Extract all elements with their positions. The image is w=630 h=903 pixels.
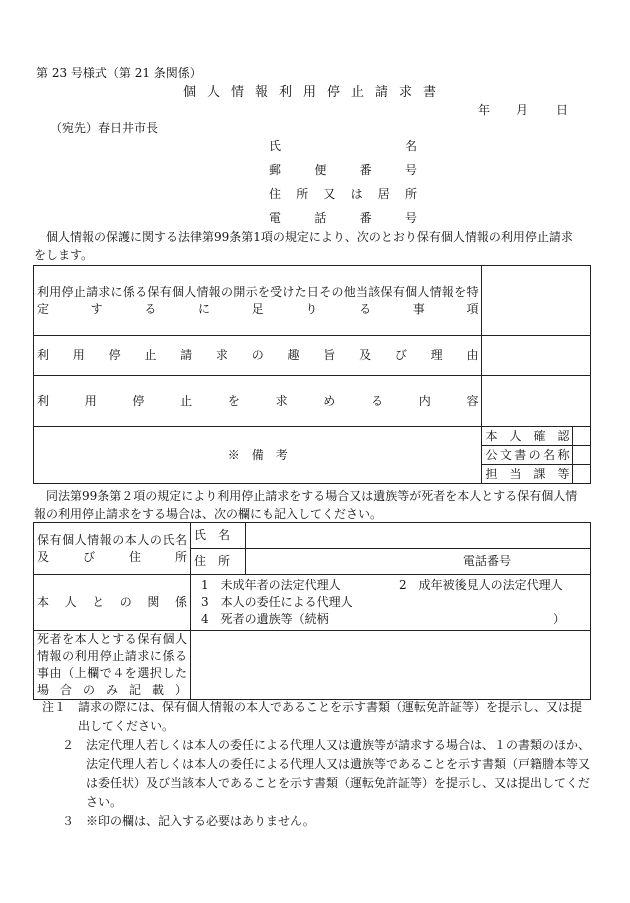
- remark-document-label-cell: [482, 446, 573, 465]
- date-month-label: 月: [516, 103, 529, 117]
- requester-postal-label: 郵 便 番 号: [269, 163, 417, 177]
- principal-address-label-cell: [191, 549, 246, 575]
- date-year-label: 年: [478, 103, 491, 117]
- form-number: 第 23 号様式（第 21 条関係）: [36, 66, 202, 80]
- note-3-text: ※印の欄は、記入する必要はありません。: [86, 814, 315, 828]
- requester-name-label: 氏 名: [269, 139, 417, 153]
- note-3-label: ３: [62, 814, 75, 828]
- relation-label: 本人との関係: [37, 595, 187, 609]
- principal-name-label: 氏 名: [194, 528, 231, 542]
- reason-label-cell: [34, 631, 191, 700]
- relation-label-cell: [34, 575, 191, 631]
- row1-label-cell: [34, 266, 482, 336]
- person-label-cell: [34, 523, 191, 575]
- remarks-label-cell: [34, 427, 482, 484]
- request-table: [33, 265, 591, 484]
- phone-label: 電話番号: [463, 554, 512, 568]
- reason-label: 死者を本人とする保有個人情報の利用停止請求に係る事由（上欄で４を選択した場合のみ記載）: [37, 632, 187, 697]
- relation-option-1[interactable]: 1 未成年者の法定代理人: [201, 578, 341, 592]
- relation-options[interactable]: [191, 575, 591, 631]
- row2-label: 利用停止請求の趣旨及び理由: [37, 348, 479, 362]
- row1-input[interactable]: [482, 266, 591, 336]
- note-1-text: 請求の際には、保有個人情報の本人であることを示す書類（運転免許証等）を提示し、又は提出してください。: [78, 700, 583, 733]
- relation-option-2[interactable]: 2 成年被後見人の法定代理人: [399, 578, 563, 592]
- row3-input[interactable]: [482, 376, 591, 427]
- note-1-label: 注１: [42, 700, 67, 714]
- note-2-text: 法定代理人若しくは本人の委任による代理人又は遺族等が請求する場合は、１の書類のほか、法定代理人若しくは本人の委任による代理人又は遺族等であることを示す書類（戸籍謄本等又は委任状）及び当該本人であることを示す書類（運転免許証等）を提示し、又は提出してください。: [86, 738, 591, 809]
- row2-input[interactable]: [482, 336, 591, 376]
- note-3: [34, 812, 590, 831]
- relation-option-4-close: ）: [553, 612, 566, 626]
- row2-label-cell: [34, 336, 482, 376]
- person-label: 保有個人情報の本人の氏名及び住所: [37, 532, 187, 564]
- principal-name-label-cell: [191, 523, 246, 549]
- row1-label: 利用停止請求に係る保有個人情報の開示を受けた日その他当該保有個人情報を特定するに足りる事項: [37, 284, 479, 316]
- remark-section-label: 担当課等: [485, 466, 570, 481]
- remark-section-input[interactable]: [573, 465, 591, 484]
- note-1: [34, 698, 590, 736]
- requester-phone-label: 電 話 番 号: [269, 211, 417, 225]
- intro-text: 個人情報の保護に関する法律第99条第1項の規定により、次のとおり保有個人情報の利用停止請求をします。: [34, 230, 573, 262]
- remark-section-label-cell: [482, 465, 573, 484]
- principal-address-label: 住 所: [194, 554, 231, 568]
- remark-identity-label: 本人確認: [485, 428, 570, 443]
- principal-table: [33, 522, 591, 700]
- notes: [34, 698, 590, 831]
- remark-document-input[interactable]: [573, 446, 591, 465]
- relation-option-4[interactable]: 4 死者の遺族等（続柄: [201, 612, 329, 626]
- note-2-label: ２: [62, 738, 75, 752]
- remark-document-label: 公文書の名称: [485, 447, 570, 462]
- remark-identity-input[interactable]: [573, 427, 591, 446]
- remark-identity-label-cell: [482, 427, 573, 446]
- principal-name-input[interactable]: [246, 523, 591, 549]
- row3-label: 利用停止を求める内容: [37, 393, 479, 408]
- remarks-label: ※ 備 考: [227, 447, 288, 462]
- page-title: 個人情報利用停止請求書: [182, 85, 447, 100]
- note-2: [34, 736, 590, 812]
- principal-address-input[interactable]: [246, 549, 591, 575]
- addressee: （宛先）春日井市長: [50, 121, 159, 135]
- row3-label-cell: [34, 376, 482, 427]
- reason-input[interactable]: [191, 631, 591, 700]
- requester-address-label: 住 所 又 は 居 所: [269, 187, 417, 201]
- date-day-label: 日: [556, 103, 569, 117]
- secondary-intro-text: 同法第99条第２項の規定により利用停止請求をする場合又は遺族等が死者を本人とする保有個人情報の利用停止請求をする場合は、次の欄にも記入してください。: [34, 489, 578, 521]
- relation-option-3[interactable]: 3 本人の委任による代理人: [201, 595, 353, 609]
